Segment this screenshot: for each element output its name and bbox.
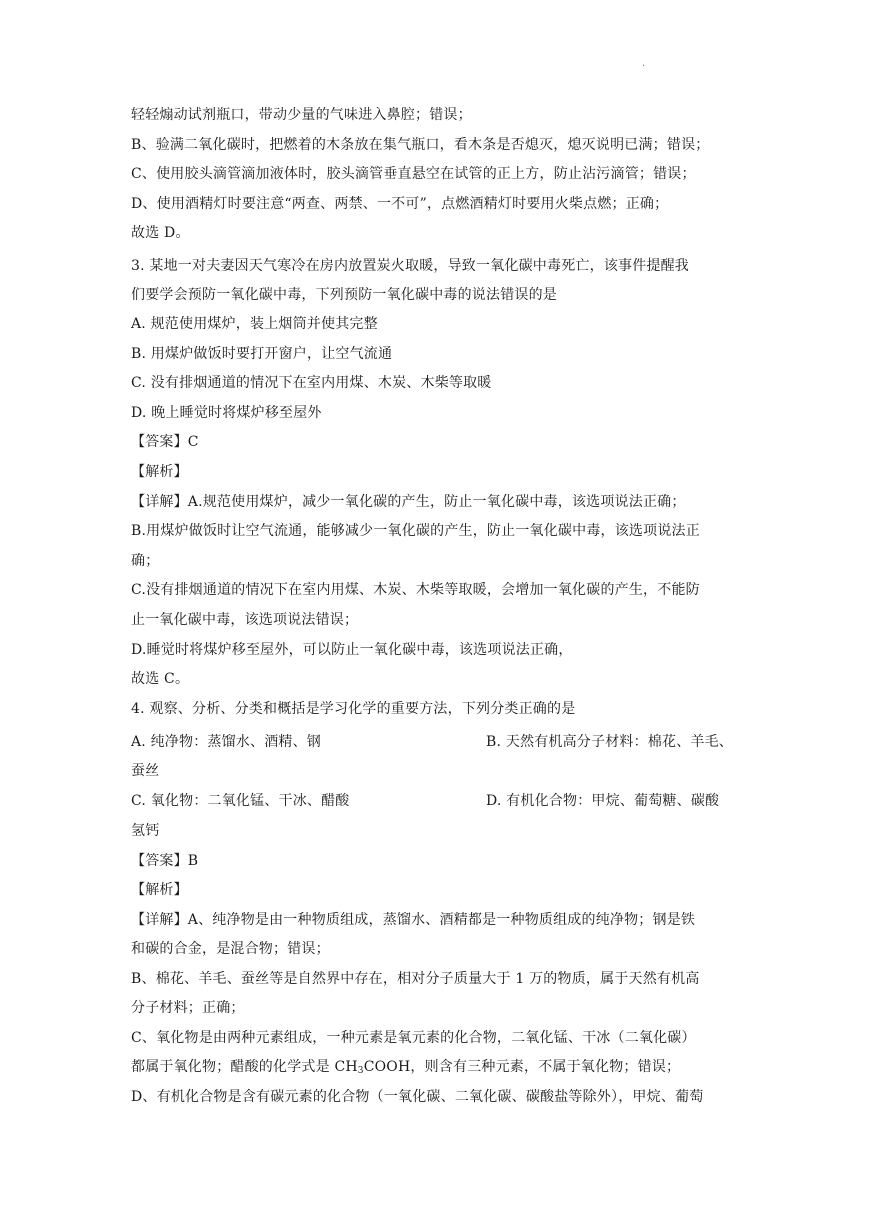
option-c: C. 氧化物：二氧化锰、干冰、醋酸 (131, 793, 350, 809)
option-a: A. 规范使用煤炉，装上烟筒并使其完整 (131, 316, 378, 332)
text-line: 故选 C。 (131, 671, 190, 687)
option-a: A. 纯净物：蒸馏水、酒精、钢 (131, 734, 322, 750)
text-line: 【详解】A.规范使用煤炉，减少一氧化碳的产生，防止一氧化碳中毒，该选项说法正确； (131, 494, 686, 510)
text-line: 和碳的合金，是混合物；错误； (131, 941, 330, 957)
option-b: B. 用煤炉做饭时要打开窗户，让空气流通 (131, 346, 393, 362)
text-line: C、氧化物是由两种元素组成，一种元素是氧元素的化合物，二氧化锰、干冰（二氧化碳） (131, 1030, 696, 1046)
text-line: D、使用酒精灯时要注意“两查、两禁、一不可”，点燃酒精灯时要用火柴点燃；正确； (131, 196, 669, 212)
question-4: 4. 观察、分析、分类和概括是学习化学的重要方法，下列分类正确的是 (131, 701, 576, 717)
analysis-label: 【解析】 (131, 882, 188, 898)
option-b: B. 天然有机高分子材料：棉花、羊毛、 (486, 734, 733, 750)
answer-label: 【答案】B (131, 853, 199, 869)
analysis-label: 【解析】 (131, 464, 188, 480)
text-line: B、验满二氧化碳时，把燃着的木条放在集气瓶口，看木条是否熄灭，熄灭说明已满；错误； (131, 137, 710, 153)
text-line: C、使用胶头滴管滴加液体时，胶头滴管垂直悬空在试管的正上方，防止沾污滴管；错误； (131, 166, 696, 182)
question-3: 3. 某地一对夫妻因天气寒冷在房内放置炭火取暖，导致一氧化碳中毒死亡，该事件提醒我 (131, 258, 690, 274)
text-line: 止一氧化碳中毒，该选项说法错误； (131, 612, 359, 628)
text-segment: COOH，则含有三种元素，不属于氧化物；错误； (363, 1059, 681, 1075)
text-line: 分子材料；正确； (131, 1000, 245, 1016)
text-line: 确； (131, 553, 160, 569)
text-line: 氢钙 (131, 823, 160, 839)
text-line: 们要学会预防一氧化碳中毒，下列预防一氧化碳中毒的说法错误的是 (131, 287, 557, 303)
option-c: C. 没有排烟通道的情况下在室内用煤、木炭、木柴等取暖 (131, 375, 492, 391)
text-line: C.没有排烟通道的情况下在室内用煤、木炭、木柴等取暖，会增加一氧化碳的产生，不能防 (131, 582, 700, 598)
text-line: 【详解】A、纯净物是由一种物质组成，蒸馏水、酒精都是一种物质组成的纯净物；钢是铁 (131, 912, 696, 928)
answer-label: 【答案】C (131, 434, 199, 450)
text-line: 蚕丝 (131, 763, 160, 779)
text-line: B、棉花、羊毛、蚕丝等是自然界中存在，相对分子质量大于 1 万的物质，属于天然有机高 (131, 971, 700, 987)
subscript: 3 (357, 1066, 364, 1076)
text-segment: 都属于氧化物；醋酸的化学式是 CH (131, 1059, 358, 1075)
text-line: D.睡觉时将煤炉移至屋外，可以防止一氧化碳中毒，该选项说法正确， (131, 642, 573, 658)
text-line (131, 1058, 680, 1080)
page-dot: . (642, 58, 646, 69)
option-d: D. 有机化合物：甲烷、葡萄糖、碳酸 (486, 793, 720, 809)
text-line: D、有机化合物是含有碳元素的化合物（一氧化碳、二氧化碳、碳酸盐等除外），甲烷、葡萄 (131, 1089, 704, 1105)
option-d: D. 晚上睡觉时将煤炉移至屋外 (131, 405, 322, 421)
text-line: B.用煤炉做饭时让空气流通，能够减少一氧化碳的产生，防止一氧化碳中毒，该选项说法正 (131, 523, 700, 539)
text-line: 轻轻煽动试剂瓶口，带动少量的气味进入鼻腔；错误； (131, 107, 472, 123)
text-line: 故选 D。 (131, 225, 190, 241)
